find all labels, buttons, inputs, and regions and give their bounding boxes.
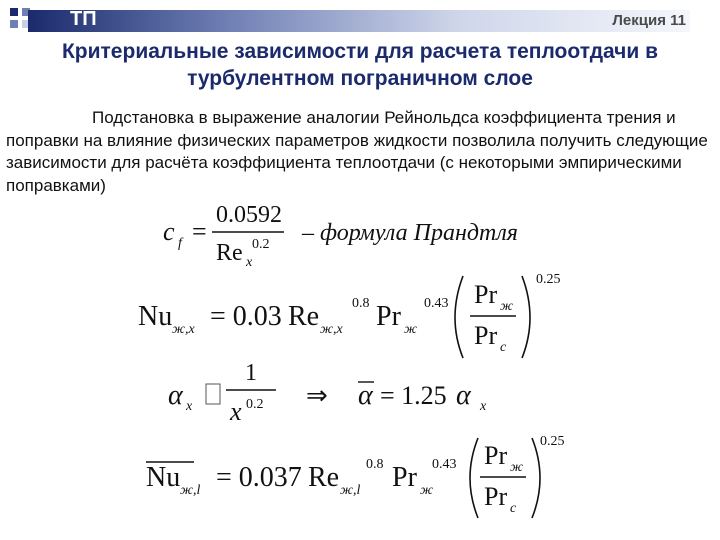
body-paragraph-text: Подстановка в выражение аналогии Рейнольдса коэффициента трения и поправки на влияние физических параметров жидкости позволила получить следующие зависимости для расчёта коэффициента теплоотдачи (с некоторыми эмпирическими поправками) — [6, 108, 708, 195]
f3-lhs: α — [168, 380, 183, 411]
f4-frac-num: Pr — [484, 441, 508, 470]
f1-denominator-sup: 0.2 — [252, 237, 270, 252]
f2-lhs-sub: ж,x — [172, 322, 195, 337]
f3-numerator: 1 — [245, 360, 257, 386]
f4-pr: Pr — [392, 462, 417, 493]
f4-re-sub: ж,l — [340, 483, 361, 498]
f2-re: Re — [288, 301, 320, 332]
formula-prandtl-friction — [163, 202, 518, 270]
f2-frac-den-sub: с — [500, 340, 507, 355]
f2-lhs: Nu — [138, 301, 173, 332]
f2-coeff: = 0.03 — [210, 301, 282, 332]
f4-right-paren — [532, 438, 540, 518]
f2-pr: Pr — [376, 301, 401, 332]
f2-frac-den: Pr — [474, 321, 498, 350]
f1-numerator: 0.0592 — [216, 202, 282, 228]
f3-relation-glyph — [206, 384, 220, 404]
f2-frac-num-sub: ж — [500, 299, 514, 314]
f3-rhs-sub: x — [480, 399, 487, 414]
f2-left-paren — [455, 276, 463, 358]
f4-re: Re — [308, 462, 340, 493]
f3-denominator: x — [230, 397, 242, 426]
f2-pr-sub: ж — [404, 322, 418, 337]
course-label: ТП — [70, 8, 97, 30]
f4-pr-sub: ж — [420, 483, 434, 498]
f2-pr-sup: 0.43 — [424, 296, 449, 311]
f2-outer-sup: 0.25 — [536, 272, 561, 287]
f4-pr-sup: 0.43 — [432, 457, 457, 472]
formula-mean-nusselt — [146, 434, 565, 518]
f4-frac-num-sub: ж — [510, 460, 524, 475]
formula-local-nusselt — [138, 272, 561, 358]
slide-title-line-2: турбулентном пограничном слое — [187, 67, 533, 90]
f1-denominator-sub: x — [246, 255, 253, 270]
f4-frac-den-sub: с — [510, 501, 517, 516]
f4-frac-den: Pr — [484, 482, 508, 511]
f4-left-paren — [470, 438, 478, 518]
f3-implies: ⇒ — [306, 381, 328, 410]
f4-outer-sup: 0.25 — [540, 434, 565, 449]
lecture-number: Лекция 11 — [612, 12, 686, 29]
f2-re-sub: ж,x — [320, 322, 343, 337]
f1-note: – формула Прандтля — [302, 220, 518, 246]
slide-title-line-1: Критериальные зависимости для расчета теплоотдачи в — [61, 40, 659, 63]
f4-lhs-sub: ж,l — [180, 483, 201, 498]
f1-lhs-sub: f — [178, 236, 182, 251]
f2-re-sup: 0.8 — [352, 296, 370, 311]
f3-denominator-sup: 0.2 — [246, 397, 264, 412]
f2-right-paren — [522, 276, 530, 358]
f3-mean-alpha: α — [358, 380, 373, 411]
f3-rhs-alpha: α — [456, 380, 471, 411]
f4-lhs: Nu — [146, 462, 181, 493]
f4-re-sup: 0.8 — [366, 457, 384, 472]
f1-equals: = — [192, 217, 207, 246]
f1-lhs: c — [163, 217, 175, 246]
f2-frac-num: Pr — [474, 280, 498, 309]
f1-denominator: Re — [216, 240, 243, 266]
f3-rhs-coeff: = 1.25 — [380, 381, 447, 410]
formula-alpha-proportionality — [168, 360, 487, 426]
f4-coeff: = 0.037 — [216, 462, 302, 493]
f3-lhs-sub: x — [186, 399, 193, 414]
